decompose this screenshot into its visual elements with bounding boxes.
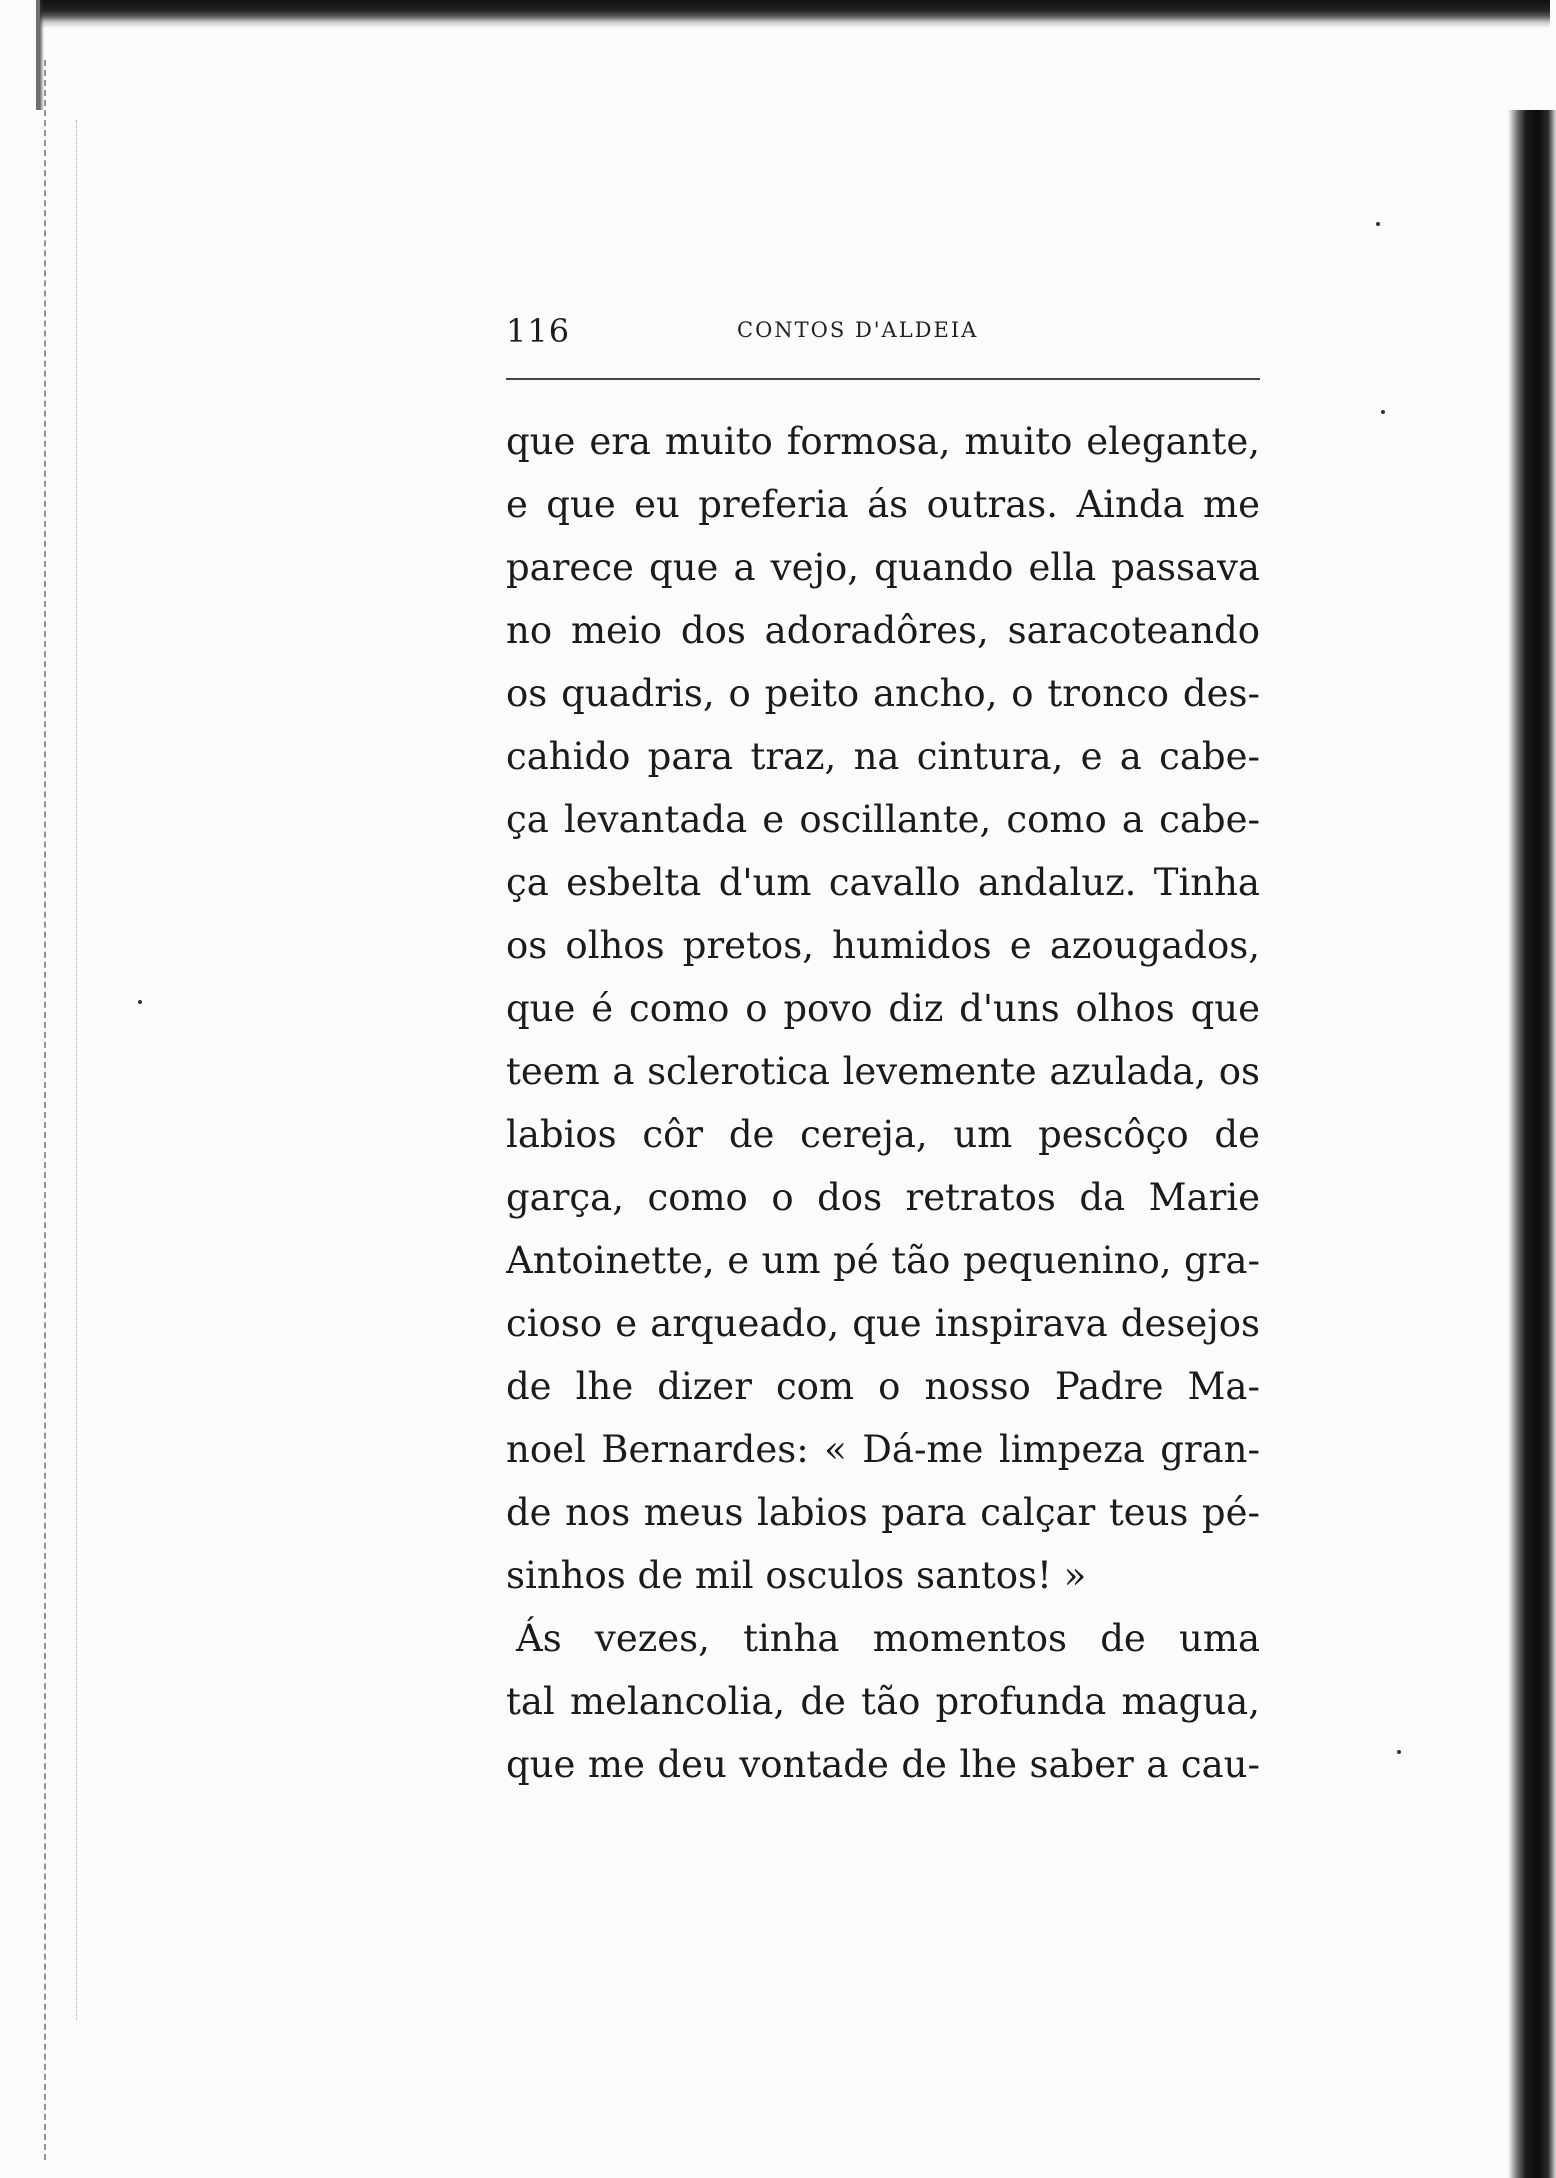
text-line: labios côr de cereja, um pescôço de [506,1113,1260,1156]
text-line: cahido para traz, na cintura, e a cabe- [506,735,1260,778]
text-line: garça, como o dos retratos da Marie [506,1176,1260,1219]
text-line: tal melancolia, de tão profunda magua, [506,1680,1260,1723]
text-line: os quadris, o peito ancho, o tronco des- [506,672,1260,715]
header-rule [506,378,1260,380]
text-line: os olhos pretos, humidos e azougados, [506,924,1260,967]
scan-speck [1397,1750,1401,1754]
text-line: de lhe dizer com o nosso Padre Ma- [506,1365,1260,1408]
text-line: teem a sclerotica levemente azulada, os [506,1050,1260,1093]
body-text [506,410,1266,1796]
text-line: e que eu preferia ás outras. Ainda me [506,483,1260,526]
text-line: parece que a vejo, quando ella passava [506,546,1260,589]
text-line: de nos meus labios para calçar teus pé- [506,1491,1260,1534]
text-line: que me deu vontade de lhe saber a cau- [506,1743,1260,1786]
scan-speck [138,1000,142,1004]
book-title: CONTOS D'ALDEIA [737,318,979,342]
text-line: Antoinette, e um pé tão pequenino, gra- [506,1239,1260,1282]
text-line: no meio dos adoradôres, saracoteando [506,609,1260,652]
scan-speck [1376,222,1380,226]
scan-right-edge [1508,110,1556,2178]
scan-left-edge-inner [76,120,79,2020]
text-line: sinhos de mil osculos santos! » [506,1554,1087,1597]
text-line: cioso e arqueado, que inspirava desejos [506,1302,1260,1345]
running-header [506,312,1260,352]
page-number: 116 [506,312,571,350]
scan-speck [1381,410,1385,414]
scan-left-edge [44,60,56,2160]
text-line: que era muito formosa, muito elegante, [506,420,1260,463]
text-line: ça esbelta d'um cavallo andaluz. Tinha [506,861,1260,904]
text-line: ça levantada e oscillante, como a cabe- [506,798,1260,841]
scan-top-edge [40,0,1550,28]
paragraph-start-line: Ás vezes, tinha momentos de uma [516,1617,1260,1660]
text-line: que é como o povo diz d'uns olhos que [506,987,1260,1030]
text-line: noel Bernardes: « Dá-me limpeza gran- [506,1428,1260,1471]
